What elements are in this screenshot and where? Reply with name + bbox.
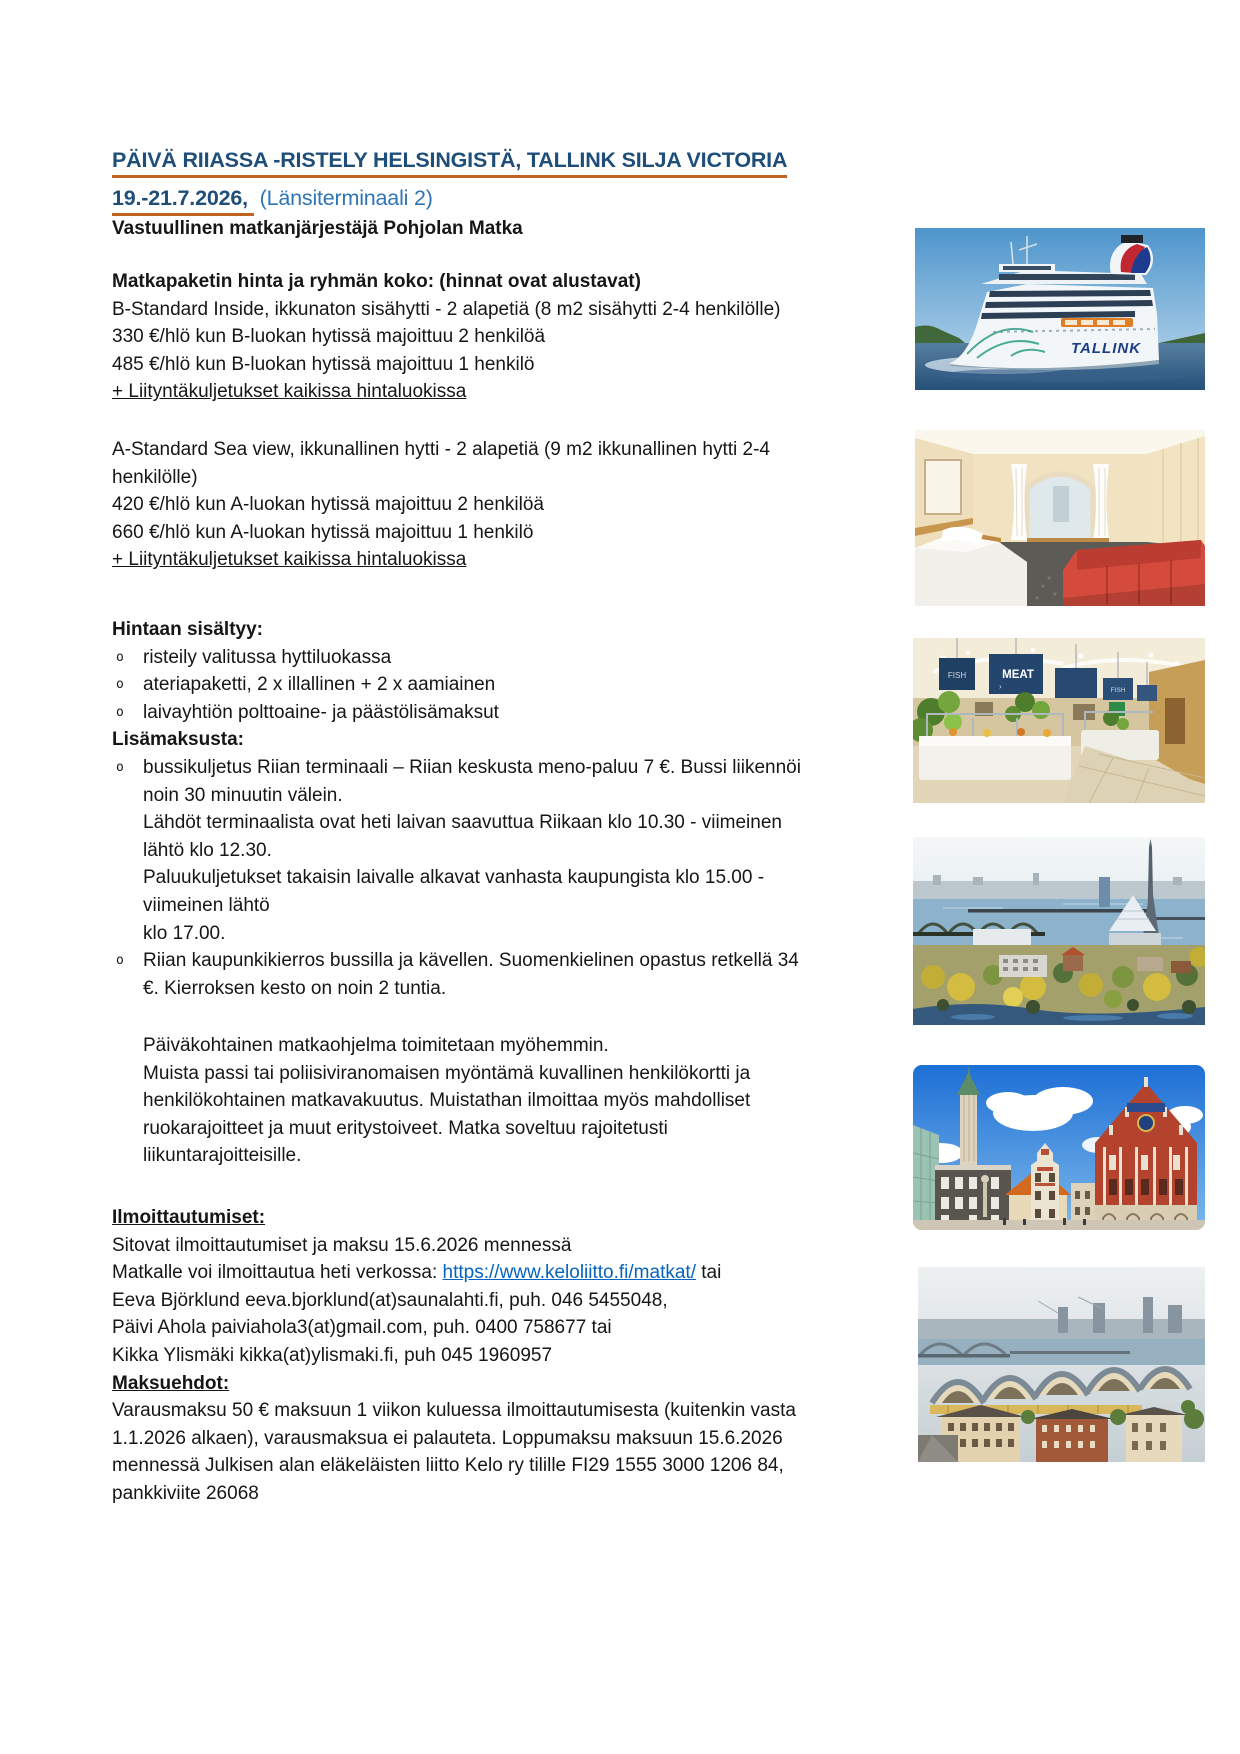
a-price-2pax: 420 €/hlö kun A-luokan hytissä majoittuu 2 henkilöä — [112, 494, 544, 516]
included-item-meals — [112, 671, 801, 699]
deck-window-bands — [981, 290, 1153, 319]
bullet-marker: o — [116, 677, 124, 693]
notes-line-3: henkilökohtainen matkavakuutus. Muistathan ilmoittaa myös mahdolliset — [143, 1090, 751, 1112]
extra-heading: Lisämaksusta: — [112, 729, 245, 751]
bullet-marker: o — [116, 759, 124, 775]
extra-bus-line-6: viimeinen lähtö — [143, 894, 270, 916]
registration-deadline: Sitovat ilmoittautumiset ja maksu 15.6.2026 mennessä — [112, 1234, 572, 1256]
registration-payment-section — [112, 1204, 796, 1508]
extra-bus-text: bussikuljetus Riian terminaali – Riian keskusta meno-paluu 7 €. Bussi liikennöi — [143, 756, 801, 778]
registration-web-suffix: tai — [695, 1262, 722, 1284]
statue-column — [983, 1183, 987, 1217]
photo-riga-oldtown — [913, 1065, 1205, 1230]
pricing-a-section — [112, 436, 770, 574]
page-title-line1 — [112, 148, 787, 178]
payment-line-1: Varausmaksu 50 € maksuun 1 viikon kuluessa ilmoittautumisesta (kuitenkin vasta — [112, 1400, 796, 1422]
notes-line-2: Muista passi tai poliisiviranomaisen myöntämä kuvallinen henkilökortti ja — [143, 1062, 751, 1084]
wall-picture — [925, 460, 961, 514]
town-square — [913, 1220, 1205, 1230]
b-standard-desc: B-Standard Inside, ikkunaton sisähytti - 2 alapetiä (8 m2 sisähytti 2-4 henkilölle) — [112, 298, 781, 320]
photo-riga-market — [918, 1267, 1205, 1462]
included-item-cruise — [112, 644, 801, 672]
bullet-marker: o — [116, 704, 124, 720]
payment-line-4: pankkiviite 26068 — [112, 1482, 259, 1504]
highrise — [1099, 877, 1110, 907]
contact-kikka: Kikka Ylismäki kikka(at)ylismaki.fi, puh 045 1960957 — [112, 1344, 553, 1366]
extra-bus-line-4: lähtö klo 12.30. — [143, 839, 272, 861]
notes-line-5: liikuntarajoitteisille. — [143, 1145, 302, 1167]
contact-paivi: Päivi Ahola paiviahola3(at)gmail.com, puh. 0400 758677 tai — [112, 1317, 612, 1339]
extra-tour-text: Riian kaupunkikierros bussilla ja kävellen. Suomenkielinen opastus retkellä 34 — [143, 950, 799, 972]
extra-bus-line-2: noin 30 minuutin välein. — [143, 784, 343, 806]
b-price-1pax: 485 €/hlö kun B-luokan hytissä majoittuu 1 henkilö — [112, 353, 535, 375]
notes-line-1: Päiväkohtainen matkaohjelma toimitetaan myöhemmin. — [143, 1035, 609, 1056]
registration-heading: Ilmoittautumiset: — [112, 1207, 266, 1228]
included-item-fuel — [112, 699, 801, 727]
included-item-text: laivayhtiön polttoaine- ja päästölisämaksut — [143, 701, 499, 723]
notes-line-4: ruokarajoitteet ja muut eritystoiveet. Matka soveltuu rajoitetusti — [143, 1117, 668, 1139]
photo-buffet-restaurant — [913, 638, 1205, 803]
a-price-1pax: 660 €/hlö kun A-luokan hytissä majoittuu 1 henkilö — [112, 521, 534, 543]
extra-bus-line-3: Lähdöt terminaalista ovat heti laivan saavuttua Riikaan klo 10.30 - viimeinen — [143, 812, 782, 834]
payment-line-2: 1.1.2026 alkaen), varausmaksua ei palauteta. Loppumaksu maksuun 15.6.2026 — [112, 1427, 783, 1449]
extra-tour-line-1 — [112, 947, 801, 975]
included-item-text: ateriapaketti, 2 x illallinen + 2 x aamiainen — [143, 674, 496, 696]
daugava-river — [913, 899, 1205, 947]
pricing-heading: Matkapaketin hinta ja ryhmän koko: (hinnat ovat alustavat) — [112, 271, 641, 292]
contact-eeva: Eeva Björklund eeva.bjorklund(at)saunalahti.fi, puh. 046 5455048, — [112, 1289, 668, 1311]
a-standard-desc-1: A-Standard Sea view, ikkunallinen hytti - 2 alapetiä (9 m2 ikkunallinen hytti 2-4 — [112, 439, 770, 460]
included-item-text: risteily valitussa hyttiluokassa — [143, 646, 392, 668]
date-range: 19.-21.7.2026, — [112, 186, 254, 216]
b-price-2pax: 330 €/hlö kun B-luokan hytissä majoittuu 2 henkilöä — [112, 326, 546, 348]
registration-web-prefix: Matkalle voi ilmoittautua heti verkossa: — [112, 1262, 443, 1284]
registration-web-line — [112, 1259, 796, 1287]
pricing-b-section — [112, 268, 781, 406]
page-title-text: PÄIVÄ RIIASSA -RISTELY HELSINGISTÄ, TALLINK SILJA VICTORIA — [112, 148, 787, 178]
registration-web-link[interactable]: https://www.keloliitto.fi/matkat/ — [442, 1262, 696, 1284]
extra-bus-line-7: klo 17.00. — [143, 922, 226, 944]
photo-riga-aerial — [913, 837, 1205, 1025]
svg-text:›: › — [999, 682, 1002, 691]
payment-heading: Maksuehdot: — [112, 1372, 230, 1394]
sign-fish-right: FISH — [1110, 687, 1126, 694]
payment-line-3: mennessä Julkisen alan eläkeläisten liitto Kelo ry tilille FI29 1555 3000 1206 84, — [112, 1455, 784, 1477]
bullet-marker: o — [116, 649, 124, 665]
sign-fish-left: FISH — [947, 671, 967, 680]
photo-cruise-ship — [915, 228, 1205, 390]
page-title-line2 — [112, 186, 433, 216]
extra-tour-line-2: €. Kierroksen kesto on noin 2 tuntia. — [143, 977, 447, 999]
notes-section — [112, 1032, 750, 1170]
b-transfer-note: + Liityntäkuljetukset kaikissa hintaluokissa — [112, 381, 467, 403]
extra-bus-line-5: Paluukuljetukset takaisin laivalle alkavat vanhasta kaupungista klo 15.00 - — [143, 867, 765, 889]
terminal-info: (Länsiterminaali 2) — [259, 186, 433, 210]
extra-bus-line-1 — [112, 754, 801, 782]
a-transfer-note: + Liityntäkuljetukset kaikissa hintaluokissa — [112, 549, 467, 571]
included-extra-section — [112, 616, 801, 1002]
a-standard-desc-2: henkilölle) — [112, 466, 198, 488]
warehouse-buildings — [936, 1405, 1188, 1462]
bullet-marker: o — [116, 953, 124, 969]
sign-meat: MEAT — [1002, 669, 1034, 681]
photo-cabin-interior — [915, 430, 1205, 606]
ship-hull-brand-label: TALLINK — [1071, 340, 1142, 357]
organizer-line: Vastuullinen matkanjärjestäjä Pohjolan Matka — [112, 218, 523, 239]
included-heading: Hintaan sisältyy: — [112, 619, 263, 640]
